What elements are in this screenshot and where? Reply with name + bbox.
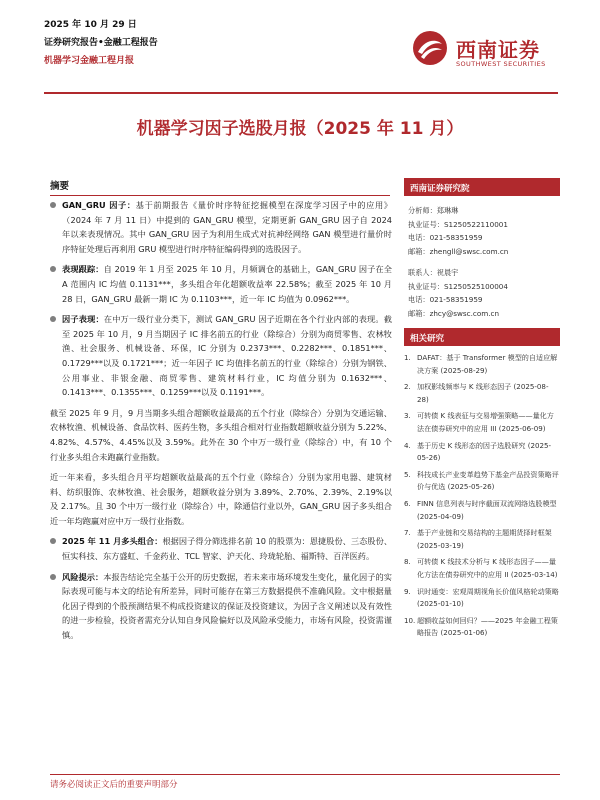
analyst-cert: 执业证号：S1250522110001 xyxy=(408,219,508,229)
related-item-number: 3. xyxy=(404,411,411,421)
related-research-item[interactable] xyxy=(404,556,560,581)
abstract-paragraph xyxy=(50,312,392,400)
analyst-name: 联系人：祝晨宇 xyxy=(408,268,459,277)
related-item-number: 2. xyxy=(404,382,411,392)
bullet-icon xyxy=(50,574,56,580)
paragraph-text: 根据因子得分筛选排名前 10 的股票为：恩捷股份、三态股份、恒实科技、东方盛虹、千金药业、TCL 智家、沪天化、玲珑轮胎、福斯特、百洋医药。 xyxy=(62,536,393,562)
paragraph-lead: 风险提示： xyxy=(62,571,104,582)
logo-english-name: SOUTHWEST SECURITIES xyxy=(456,60,546,68)
related-research-item[interactable] xyxy=(404,469,560,494)
analyst-email[interactable]: 邮箱：zhcy@swsc.com.cn xyxy=(408,308,500,318)
analyst-card xyxy=(404,266,560,320)
report-date: 2025 年 10 月 29 日 xyxy=(44,20,137,30)
analyst-email[interactable]: 邮箱：zhengll@swsc.com.cn xyxy=(408,246,509,256)
analyst-card xyxy=(404,204,560,258)
abstract-paragraph xyxy=(50,262,392,306)
report-series: 机器学习金融工程月报 xyxy=(44,56,135,66)
related-item-title: 可转债 K 线表征与交易增强策略——量化方法在债券研究中的应用 III (2025-06-09) xyxy=(417,411,554,433)
abstract-paragraph xyxy=(50,406,392,464)
analyst-name: 分析师：郑琳琳 xyxy=(408,206,459,215)
paragraph-text: 自 2019 年 1 月至 2025 年 10 月，月频调仓的基础上，GAN_GRU 因子在全 A 范围内 IC 均值 0.1131***，多头组合年化超额收益率 22.58%；截至 2025 年 10 月 28 日，GAN_GRU 最新一期 IC 为 0.1103***，近一年 IC 均值为 0.0962***。 xyxy=(62,264,392,304)
related-item-number: 4. xyxy=(404,440,411,450)
related-item-number: 10. xyxy=(404,615,416,625)
abstract-paragraph xyxy=(50,198,392,256)
paragraph-text: 截至 2025 年 9 月，9 月当期多头组合超额收益最高的五个行业（除综合）分别为交通运输、农林牧渔、机械设备、食品饮料、医药生物，多头组合相对行业指数超额收益分别为 5.22%、4.82%、4.57%、4.45%以及 3.59%。此外在 30 个中万一级行业（除综合）中，有 10 个行业多头组合未跑赢行业指数。 xyxy=(50,407,392,462)
related-item-title: 基于历史 K 线形态的因子选股研究 (2025-05-26) xyxy=(417,440,552,463)
related-item-number: 1. xyxy=(404,353,411,362)
disclaimer-footer: 请务必阅读正文后的重要声明部分 xyxy=(50,774,560,790)
abstract-heading: 摘要 xyxy=(50,178,390,196)
paragraph-text: 近一年来看，多头组合月平均超额收益最高的五个行业（除综合）分别为家用电器、建筑材料、纺织服饰、农林牧渔、社会服务，超额收益分别为 3.89%、2.70%、2.39%、2.19%以及 2.17%。且 30 个中万一级行业（除综合）中，除通信行业以外，GAN_GRU 因子多头组合近一年均跑赢对应中万一级行业指数。 xyxy=(50,472,392,526)
related-research-item[interactable] xyxy=(404,498,560,523)
related-item-number: 9. xyxy=(404,586,411,596)
related-research-heading: 相关研究 xyxy=(404,328,560,346)
analyst-list xyxy=(404,204,560,320)
related-research-item[interactable] xyxy=(404,527,560,552)
related-item-number: 8. xyxy=(404,557,411,567)
logo-mark-icon xyxy=(412,30,448,66)
bullet-icon xyxy=(50,266,56,272)
related-item-number: 6. xyxy=(404,498,411,508)
related-item-title: 识时通变：宏观周期视角长价值风格轮动策略 (2025-01-10) xyxy=(417,586,559,609)
logo-chinese-name: 西南证券 xyxy=(456,38,540,62)
related-item-number: 5. xyxy=(404,469,411,479)
related-item-title: 加权影线频率与 K 线形态因子 (2025-08-28) xyxy=(417,382,549,404)
paragraph-lead: 2025 年 11 月多头组合： xyxy=(62,536,163,547)
paragraph-text: 基于前期报告《量价时序特征挖掘模型在深度学习因子中的应用》（2024 年 7 月 11 日）中提到的 GAN_GRU 模型，定期更新 GAN_GRU 因子自 2024 年以来表现情况。其中 GAN_GRU 因子为利用生成式对抗神经网络 GAN 模型进行量价时序特征处理后再利用 GRU 模型进行时序特征编码得到的选股因子。 xyxy=(62,200,392,254)
related-research-list xyxy=(404,352,560,640)
abstract-paragraph xyxy=(50,570,392,643)
report-title: 机器学习因子选股月报（2025 年 11 月） xyxy=(136,119,464,139)
paragraph-text: 在中万一级行业分类下，测试 GAN_GRU 因子近期在各个行业内部的表现。截至 2025 年 10 月，9 月当期因子 IC 排名前五的行业（除综合）分别为商贸零售、农林牧渔、社会服务、机械设备、环保，IC 分别为 0.2373***、0.2282***、0.1851***、0.1729***以及 0.1721***；近一年因子 IC 均值排名前五的行业（除综合）分别为钢铁、公用事业、非银金融、商贸零售、建筑材料行业，IC 均值分别为 0.1632***、0.1413***、0.1355***、0.1259***以及 0.1191***。 xyxy=(62,314,392,398)
abstract-paragraph xyxy=(50,534,392,563)
report-header xyxy=(44,18,384,68)
paragraph-lead: GAN_GRU 因子： xyxy=(62,200,136,210)
analyst-cert: 执业证号：S1250525100004 xyxy=(408,281,508,291)
header-divider xyxy=(44,92,558,94)
analyst-phone: 电话：021-58351959 xyxy=(408,233,483,242)
sidebar xyxy=(404,178,560,644)
related-item-number: 7. xyxy=(404,528,411,538)
institute-heading: 西南证券研究院 xyxy=(404,178,560,196)
related-item-title: 可转债 K 线技术分析与 K 线形态因子——量化方法在债券研究中的应用 II (2025-03-14) xyxy=(417,557,558,579)
related-item-title: 科技成长产业变革趋势下基金产品投资策略评价与优选 (2025-05-26) xyxy=(417,469,559,492)
company-logo xyxy=(412,28,562,72)
related-research-item[interactable] xyxy=(404,410,560,435)
related-research-item[interactable] xyxy=(404,440,560,465)
paragraph-lead: 因子表现： xyxy=(62,314,104,325)
related-research-item[interactable] xyxy=(404,352,560,377)
analyst-phone: 电话：021-58351959 xyxy=(408,295,483,304)
bullet-icon xyxy=(50,202,56,208)
related-item-title: DAFAT：基于 Transformer 模型的自适应解决方案 (2025-08-29) xyxy=(417,353,558,375)
related-research-item[interactable] xyxy=(404,615,560,640)
related-item-title: 基于产业链和交易结构的主题期货择时框架 (2025-03-19) xyxy=(417,528,552,550)
paragraph-text: 本报告结论完全基于公开的历史数据，若未来市场环境发生变化，量化因子的实际表现可能与本文的结论有所差异，同时可能存在第三方数据提供不准确风险。文中根据量化因子得到的个股预测结果不构成投资建议的保证及投资建议，为因子含义阐述以及有效性的进一步检验，投资者需充分认知自身风险偏好以及风险承受能力，市场有风险，投资需谨慎。 xyxy=(62,571,392,641)
bullet-icon xyxy=(50,538,56,544)
related-research-item[interactable] xyxy=(404,381,560,406)
related-item-title: 超额收益如何回归？——2025 年金融工程策略报告 (2025-01-06) xyxy=(417,615,558,638)
paragraph-lead: 表现跟踪： xyxy=(62,264,104,275)
abstract-body xyxy=(50,198,392,649)
related-item-title: FINN 信息列表与时序截面双流网络选股模型 (2025-04-09) xyxy=(417,498,557,521)
bullet-icon xyxy=(50,316,56,322)
abstract-paragraph xyxy=(50,470,392,528)
related-research-item[interactable] xyxy=(404,586,560,611)
report-type: 证券研究报告•金融工程报告 xyxy=(44,38,158,48)
